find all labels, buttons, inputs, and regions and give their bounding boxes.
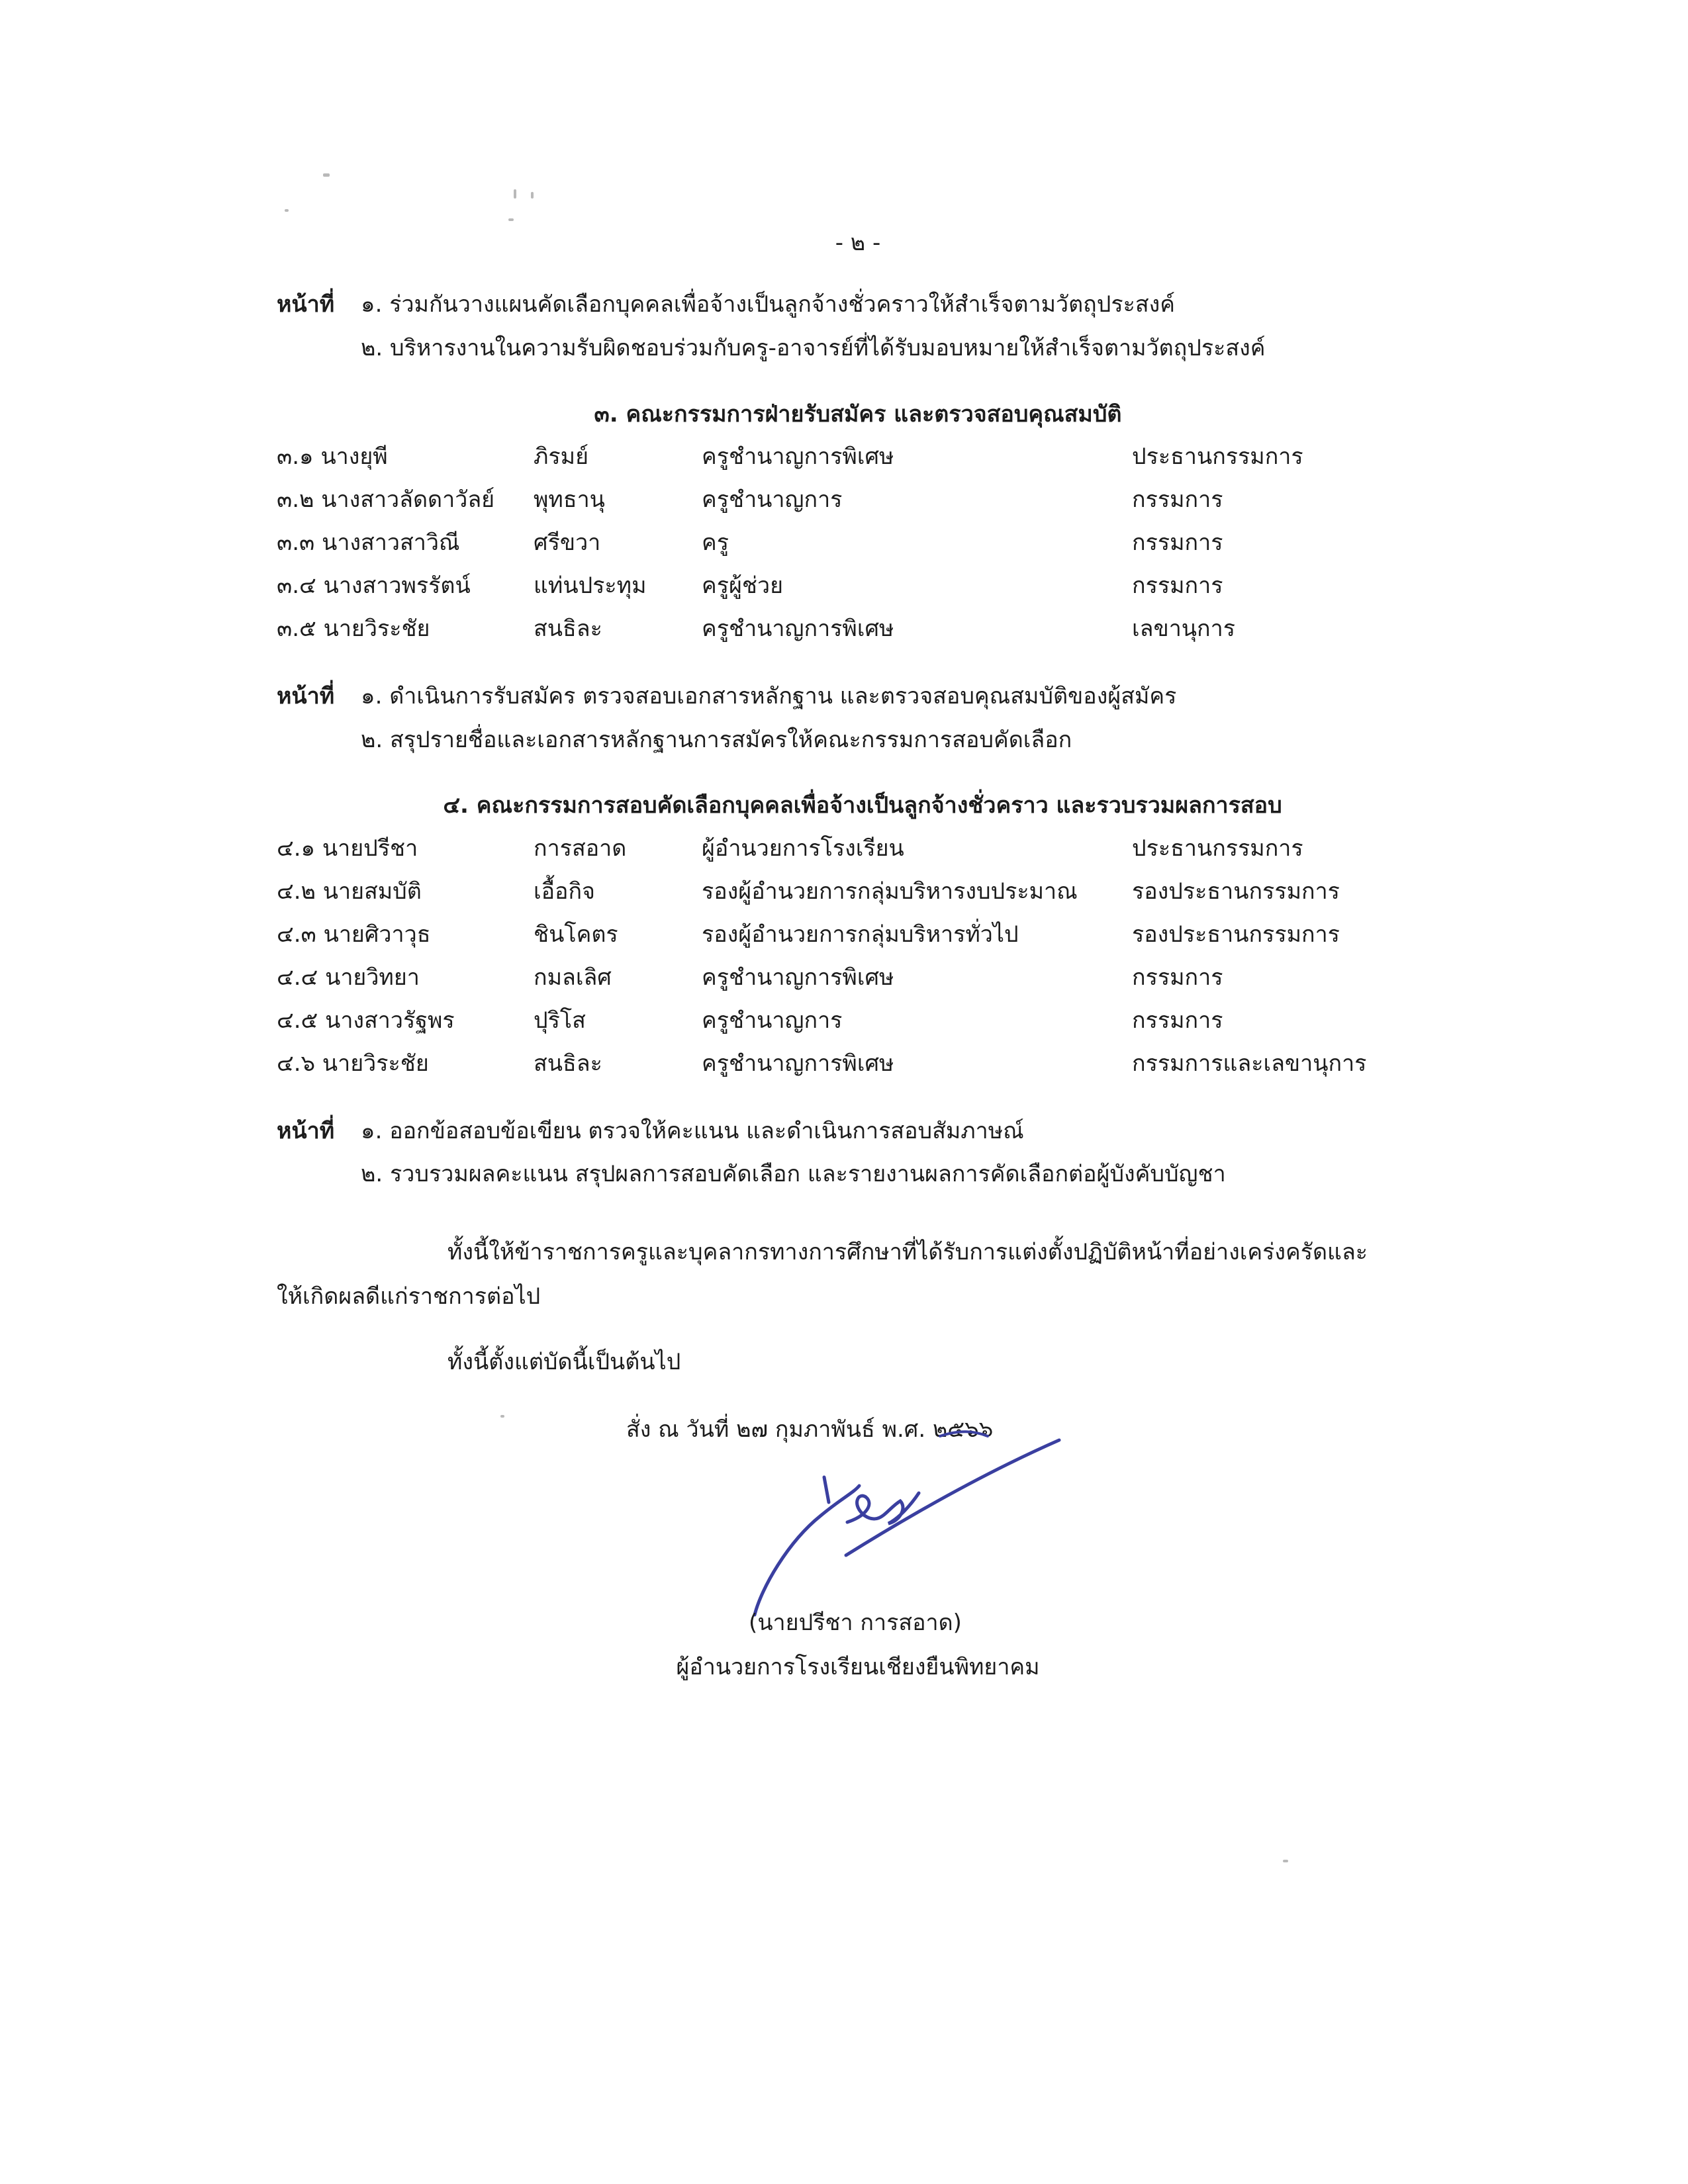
member-role: กรรมการ [1132, 964, 1223, 991]
member-surname: ศรีขวา [534, 529, 601, 556]
member-role: กรรมการและเลขานุการ [1132, 1050, 1367, 1077]
duty-item: ๒. สรุปรายชื่อและเอกสารหลักฐานการสมัครให้คณะกรรมการสอบคัดเลือก [361, 727, 1072, 753]
member-surname: สนธิละ [534, 1050, 602, 1077]
duty-item: ๑. ร่วมกันวางแผนคัดเลือกบุคคลเพื่อจ้างเป็นลูกจ้างชั่วคราวให้สำเร็จตามวัตถุประสงค์ [361, 291, 1175, 318]
member-name: ๔.๔ นายวิทยา [277, 964, 420, 991]
member-role: รองประธานกรรมการ [1132, 878, 1340, 905]
member-role: ประธานกรรมการ [1132, 835, 1303, 862]
member-role: ประธานกรรมการ [1132, 443, 1303, 470]
member-position: ครูชำนาญการพิเศษ [702, 443, 894, 470]
member-surname: การสอาด [534, 835, 627, 862]
duties-label: หน้าที่ [277, 1118, 335, 1144]
member-surname: ปุริโส [534, 1007, 586, 1034]
member-name: ๓.๔ นางสาวพรรัตน์ [277, 572, 471, 599]
committee-4-title: ๔. คณะกรรมการสอบคัดเลือกบุคคลเพื่อจ้างเป็นลูกจ้างชั่วคราว และรวบรวมผลการสอบ [443, 792, 1282, 819]
member-role: กรรมการ [1132, 486, 1223, 513]
member-position: รองผู้อำนวยการกลุ่มบริหารทั่วไป [702, 921, 1019, 948]
member-name: ๓.๕ นายวิระชัย [277, 615, 430, 642]
duty-item: ๑. ดำเนินการรับสมัคร ตรวจสอบเอกสารหลักฐาน และตรวจสอบคุณสมบัติของผู้สมัคร [361, 683, 1177, 709]
member-position: ครูชำนาญการพิเศษ [702, 615, 894, 642]
signatory-name: (นายปรีชา การสอาด) [749, 1610, 962, 1636]
member-name: ๓.๒ นางสาวลัดดาวัลย์ [277, 486, 495, 513]
member-position: ครู [702, 529, 729, 556]
committee-3-title: ๓. คณะกรรมการฝ่ายรับสมัคร และตรวจสอบคุณสมบัติ [594, 401, 1122, 428]
duty-item: ๑. ออกข้อสอบข้อเขียน ตรวจให้คะแนน และดำเนินการสอบสัมภาษณ์ [361, 1118, 1024, 1144]
member-role: กรรมการ [1132, 529, 1223, 556]
scan-speck [1283, 1860, 1288, 1862]
signatory-title: ผู้อำนวยการโรงเรียนเชียงยืนพิทยาคม [676, 1654, 1040, 1680]
scan-speck [531, 192, 534, 199]
member-role: เลขานุการ [1132, 615, 1235, 642]
scan-speck [514, 189, 516, 199]
member-name: ๔.๕ นางสาวรัฐพร [277, 1007, 455, 1034]
signature-image [741, 1423, 1086, 1635]
member-surname: ภิรมย์ [534, 443, 589, 470]
scan-speck [500, 1415, 504, 1418]
scan-speck [285, 209, 289, 212]
closing-paragraph: ทั้งนี้ให้ข้าราชการครูและบุคลากรทางการศึกษาที่ได้รับการแต่งตั้งปฏิบัติหน้าที่อย่างเคร่งครัดและ [447, 1239, 1368, 1265]
member-name: ๔.๑ นายปรีชา [277, 835, 418, 862]
member-name: ๔.๖ นายวิระชัย [277, 1050, 429, 1077]
member-position: ครูผู้ช่วย [702, 572, 784, 599]
closing-paragraph-cont: ให้เกิดผลดีแก่ราชการต่อไป [277, 1283, 541, 1310]
member-surname: สนธิละ [534, 615, 602, 642]
member-name: ๔.๒ นายสมบัติ [277, 878, 422, 905]
member-name: ๔.๓ นายศิวาวุธ [277, 921, 431, 948]
member-name: ๓.๑ นางยุพี [277, 443, 388, 470]
member-role: รองประธานกรรมการ [1132, 921, 1340, 948]
member-surname: เอื้อกิจ [534, 878, 595, 905]
member-position: ครูชำนาญการ [702, 486, 843, 513]
member-position: ครูชำนาญการพิเศษ [702, 964, 894, 991]
order-date: สั่ง ณ วันที่ ๒๗ กุมภาพันธ์ พ.ศ. ๒๕๖๖ [626, 1416, 994, 1443]
member-surname: แท่นประทุม [534, 572, 647, 599]
member-position: ครูชำนาญการพิเศษ [702, 1050, 894, 1077]
duties-label: หน้าที่ [277, 683, 335, 709]
member-name: ๓.๓ นางสาวสาวิณี [277, 529, 460, 556]
member-role: กรรมการ [1132, 1007, 1223, 1034]
duty-item: ๒. รวบรวมผลคะแนน สรุปผลการสอบคัดเลือก และรายงานผลการคัดเลือกต่อผู้บังคับบัญชา [361, 1161, 1226, 1187]
duties-label: หน้าที่ [277, 291, 335, 318]
page-number: - ๒ - [835, 230, 881, 256]
effective-statement: ทั้งนี้ตั้งแต่บัดนี้เป็นต้นไป [447, 1349, 681, 1375]
duty-item: ๒. บริหารงานในความรับผิดชอบร่วมกับครู-อาจารย์ที่ได้รับมอบหมายให้สำเร็จตามวัตถุประสงค์ [361, 335, 1266, 361]
member-surname: พุทธานุ [534, 486, 605, 513]
member-position: รองผู้อำนวยการกลุ่มบริหารงบประมาณ [702, 878, 1078, 905]
member-surname: ชินโคตร [534, 921, 618, 948]
member-surname: กมลเลิศ [534, 964, 612, 991]
scan-speck [323, 173, 330, 177]
scan-speck [508, 218, 514, 221]
member-role: กรรมการ [1132, 572, 1223, 599]
member-position: ผู้อำนวยการโรงเรียน [702, 835, 904, 862]
member-position: ครูชำนาญการ [702, 1007, 843, 1034]
